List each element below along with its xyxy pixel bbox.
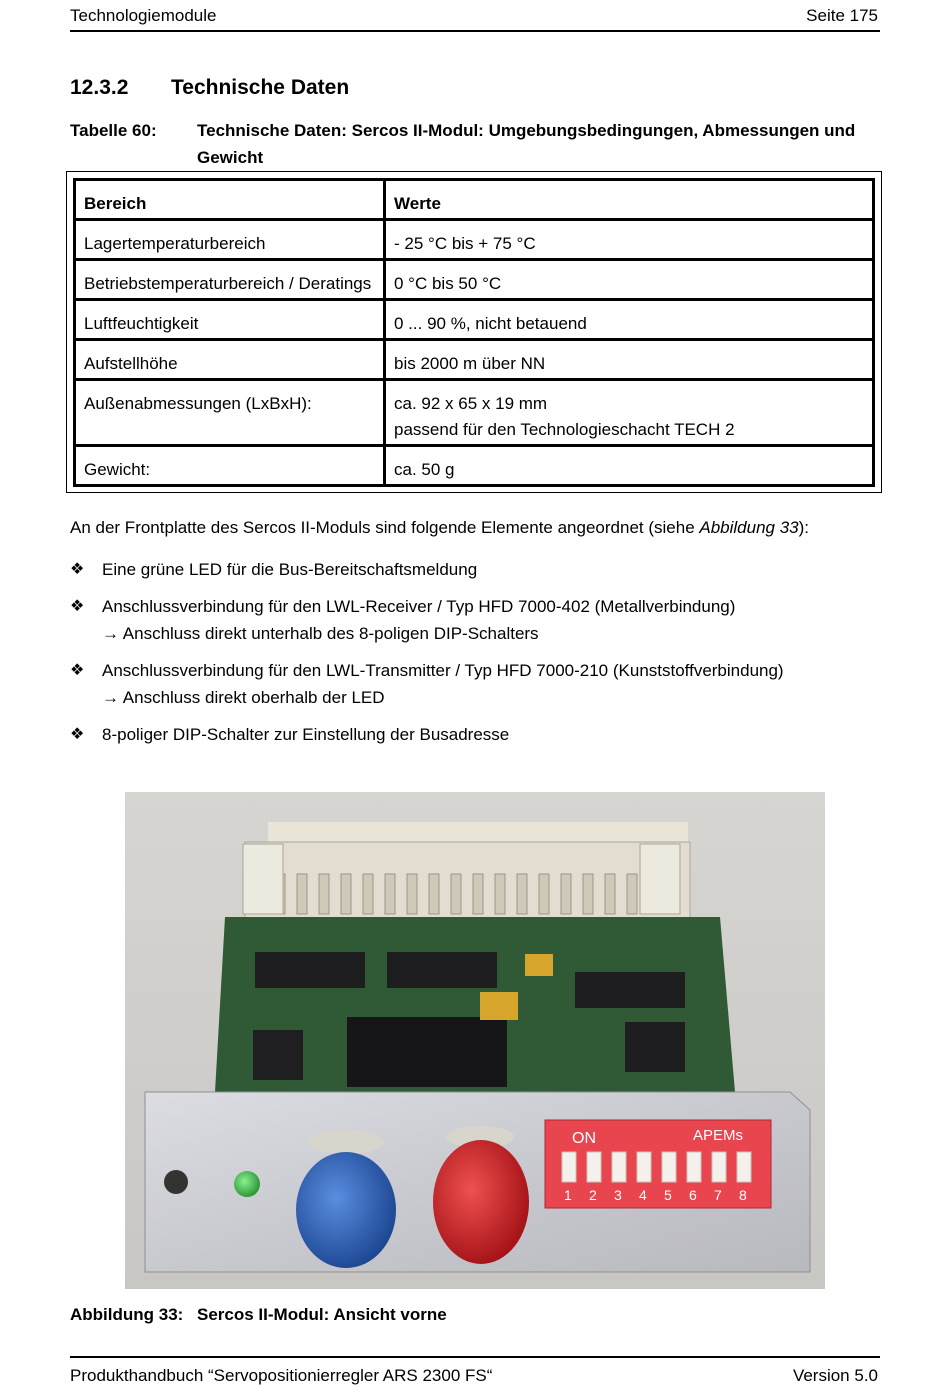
list-item-text: Anschlussverbindung für den LWL-Transmitter / Typ HFD 7000-210 (Kunststoffverbindung) — [102, 661, 784, 680]
table-header-bereich: Bereich — [75, 180, 385, 220]
tech-data-table-frame — [66, 171, 882, 493]
receiver-connector-blue — [296, 1152, 396, 1268]
footer-manual-title: Produkthandbuch “Servopositionierregler ARS 2300 FS“ — [70, 1366, 493, 1385]
table-cell-value: 0 ... 90 %, nicht betauend — [385, 300, 874, 340]
dip-number: 7 — [714, 1187, 722, 1203]
dip-number: 5 — [664, 1187, 672, 1203]
dip-on-label: ON — [572, 1130, 596, 1147]
table-cell-value: 0 °C bis 50 °C — [385, 260, 874, 300]
table-header-werte: Werte — [385, 180, 874, 220]
dip-number: 2 — [589, 1187, 597, 1203]
list-item-text: Eine grüne LED für die Bus-Bereitschaftsmeldung — [102, 560, 478, 579]
table-cell-value: - 25 °C bis + 75 °C — [385, 220, 874, 260]
table-cell-label: Betriebstemperaturbereich / Deratings — [75, 260, 385, 300]
list-item-subtext: → Anschluss direkt unterhalb des 8-poligen DIP-Schalters — [102, 624, 539, 643]
table-cell-label: Lagertemperaturbereich — [75, 220, 385, 260]
table-caption-label: Tabelle 60: — [70, 121, 157, 140]
page-footer — [70, 1356, 880, 1388]
list-item — [70, 657, 870, 711]
intro-text: An der Frontplatte des Sercos II-Moduls sind folgende Elemente angeordnet (siehe — [70, 518, 700, 537]
table-row — [75, 380, 874, 446]
figure-caption-text: Sercos II-Modul: Ansicht vorne — [197, 1305, 447, 1324]
diamond-bullet-icon: ❖ — [70, 662, 85, 679]
table-cell-label: Gewicht: — [75, 446, 385, 486]
diamond-bullet-icon: ❖ — [70, 561, 85, 578]
tech-data-table — [73, 178, 875, 487]
diamond-bullet-icon: ❖ — [70, 598, 85, 615]
bullet-list — [70, 556, 870, 758]
table-header-row — [75, 180, 874, 220]
list-item — [70, 556, 870, 583]
footer-version: Version 5.0 — [792, 1366, 878, 1385]
sercos-module-photo — [125, 792, 825, 1289]
figure-caption — [70, 1305, 447, 1325]
table-cell-value-line2: passend für den Technologieschacht TECH 2 — [394, 420, 735, 439]
table-cell-value — [385, 380, 874, 446]
list-item — [70, 593, 870, 647]
section-number: 12.3.2 — [70, 76, 129, 99]
intro-paragraph — [70, 518, 809, 538]
dip-number: 8 — [739, 1187, 747, 1203]
table-row — [75, 340, 874, 380]
section-heading — [70, 76, 349, 100]
figure-reference: Abbildung 33 — [699, 518, 799, 537]
table-cell-label: Außenabmessungen (LxBxH): — [75, 380, 385, 446]
intro-text-end: ): — [798, 518, 810, 537]
section-title: Technische Daten — [171, 76, 350, 99]
diamond-bullet-icon: ❖ — [70, 726, 85, 743]
table-cell-value: ca. 50 g — [385, 446, 874, 486]
transmitter-connector-red — [433, 1140, 529, 1264]
table-cell-value-line1: ca. 92 x 65 x 19 mm — [394, 394, 548, 413]
dip-number: 6 — [689, 1187, 697, 1203]
list-item-subtext: → Anschluss direkt oberhalb der LED — [102, 688, 385, 707]
list-item — [70, 721, 870, 748]
table-row — [75, 446, 874, 486]
table-cell-label: Aufstellhöhe — [75, 340, 385, 380]
table-cell-value: bis 2000 m über NN — [385, 340, 874, 380]
list-item-text: 8-poliger DIP-Schalter zur Einstellung der Busadresse — [102, 725, 510, 744]
header-chapter: Technologiemodule — [70, 6, 217, 25]
led-green — [234, 1171, 260, 1197]
page-header — [70, 4, 880, 32]
figure-caption-label: Abbildung 33: — [70, 1305, 184, 1324]
table-cell-label: Luftfeuchtigkeit — [75, 300, 385, 340]
dip-number: 3 — [614, 1187, 622, 1203]
table-row — [75, 220, 874, 260]
table-caption-text: Technische Daten: Sercos II-Modul: Umgebungsbedingungen, Abmessungen und Gewicht — [197, 121, 856, 167]
dip-number: 4 — [639, 1187, 647, 1203]
dip-brand-label: APEMs — [693, 1127, 744, 1144]
header-page-number: Seite 175 — [806, 6, 878, 25]
dip-number: 1 — [564, 1187, 572, 1203]
table-row — [75, 260, 874, 300]
table-row — [75, 300, 874, 340]
list-item-text: Anschlussverbindung für den LWL-Receiver / Typ HFD 7000-402 (Metallverbindung) — [102, 597, 736, 616]
